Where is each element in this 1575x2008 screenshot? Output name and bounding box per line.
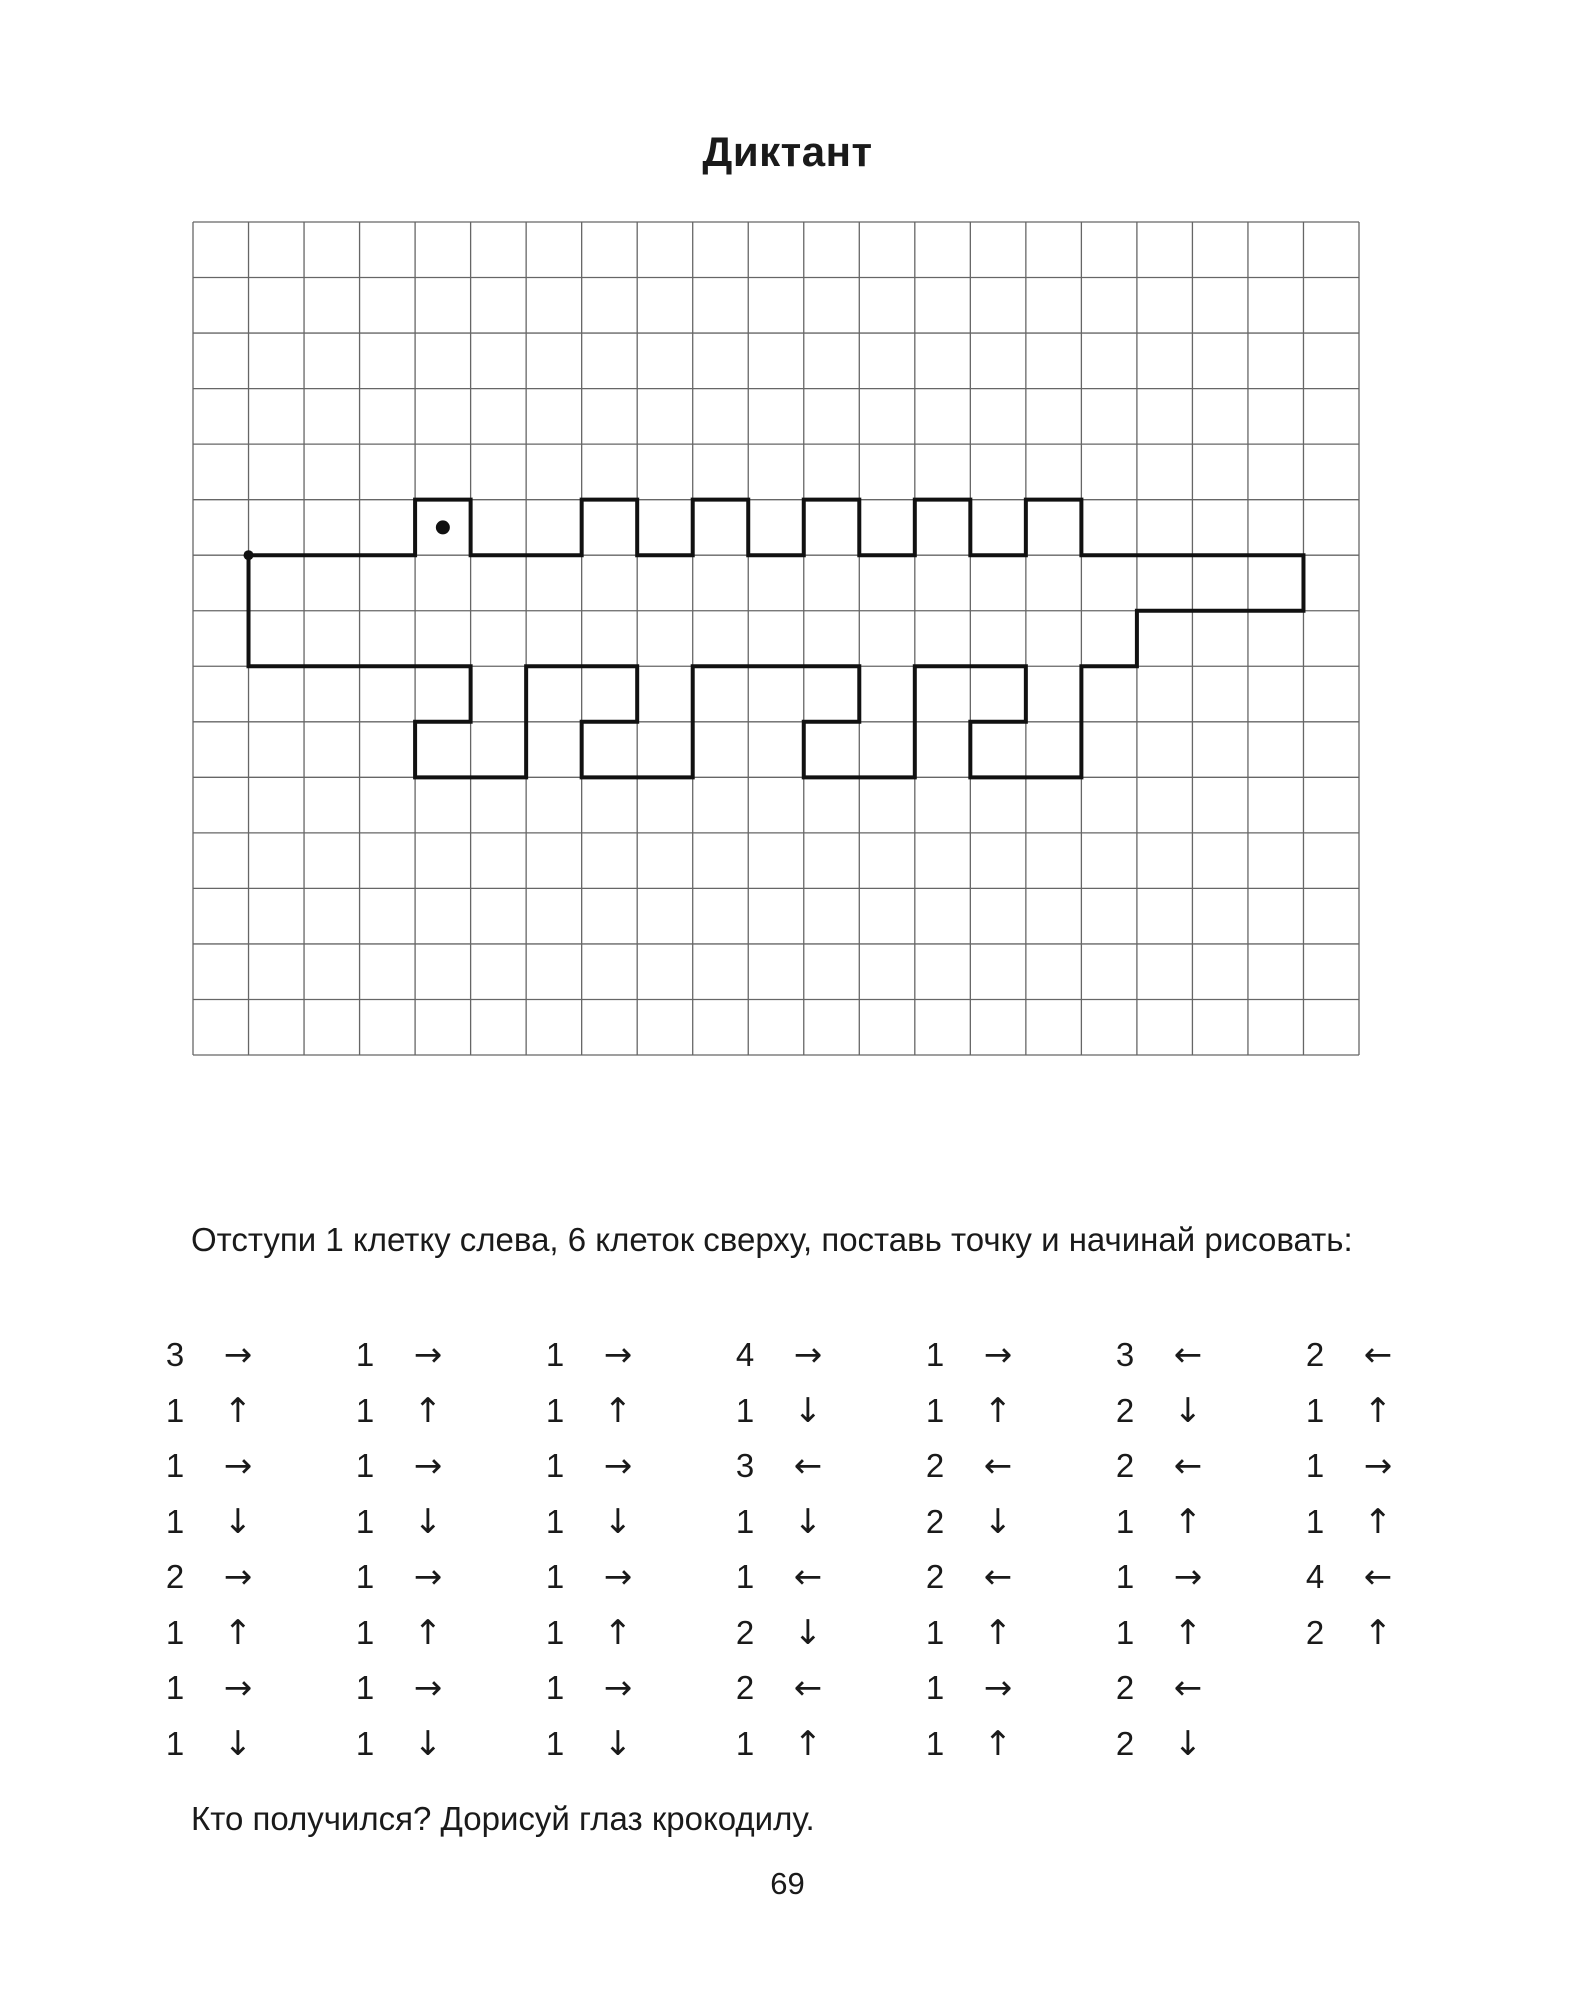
step-count: 1 [545,1724,565,1762]
command-row [728,1497,878,1547]
step-count: 1 [925,1336,945,1373]
command-row [348,1663,498,1713]
direction-arrow-icon: ← [793,1668,823,1708]
step-count: 1 [355,1447,375,1484]
command-row [918,1663,1068,1713]
crocodile-outline [249,500,1304,778]
command-row [348,1719,498,1769]
command-row [918,1497,1068,1547]
command-row [348,1330,498,1380]
step-count: 1 [1305,1391,1325,1429]
step-count: 1 [545,1502,565,1540]
command-row [1108,1441,1258,1491]
direction-arrow-icon: ↑ [1363,1612,1393,1653]
command-row [1108,1608,1258,1658]
step-count: 2 [165,1558,185,1595]
step-count: 2 [1115,1669,1135,1706]
command-row [728,1386,878,1436]
command-row [728,1552,878,1602]
command-row [538,1497,688,1547]
step-count: 4 [1305,1558,1325,1595]
step-count: 2 [735,1669,755,1706]
page-title: Диктант [702,128,873,175]
step-count: 1 [545,1558,565,1595]
direction-arrow-icon: → [983,1668,1013,1708]
direction-arrow-icon: → [223,1668,253,1708]
direction-arrow-icon: → [413,1557,443,1597]
command-row [1108,1497,1258,1547]
direction-arrow-icon: ← [793,1446,823,1486]
command-row [158,1386,308,1436]
command-row [918,1330,1068,1380]
command-row [1298,1608,1448,1658]
step-count: 1 [1115,1613,1135,1651]
step-count: 1 [165,1724,185,1762]
command-row [348,1497,498,1547]
command-row [728,1330,878,1380]
command-row [1298,1552,1448,1602]
direction-arrow-icon: ← [793,1557,823,1597]
direction-arrow-icon: ↓ [603,1501,633,1542]
direction-arrow-icon: ↑ [793,1723,823,1764]
direction-arrow-icon: ↓ [1173,1723,1203,1764]
step-count: 1 [735,1724,755,1762]
command-row [158,1330,308,1380]
direction-arrow-icon: ↑ [603,1390,633,1431]
step-count: 3 [165,1336,185,1373]
step-count: 1 [545,1391,565,1429]
direction-arrow-icon: ↑ [223,1390,253,1431]
question-text: Кто получился? Дорисуй глаз крокодилу. [191,1800,815,1837]
command-row [728,1608,878,1658]
step-count: 1 [165,1502,185,1540]
crocodile-eye-dot [436,520,450,534]
command-row [918,1608,1068,1658]
grid-lines [193,222,1359,1055]
step-count: 2 [925,1502,945,1540]
step-count: 1 [355,1558,375,1595]
command-row [348,1386,498,1436]
command-row [918,1441,1068,1491]
direction-arrow-icon: ↑ [1173,1612,1203,1653]
command-row [918,1552,1068,1602]
step-count: 1 [735,1502,755,1540]
direction-arrow-icon: ↓ [223,1501,253,1542]
step-count: 1 [925,1613,945,1651]
step-count: 3 [1115,1336,1135,1373]
direction-arrow-icon: ↑ [413,1612,443,1653]
direction-arrow-icon: → [603,1446,633,1486]
direction-arrow-icon: ↓ [1173,1390,1203,1431]
instruction-text: Отступи 1 клетку слева, 6 клеток сверху, поставь точку и начинай рисовать: [191,1221,1353,1258]
direction-arrow-icon: → [603,1335,633,1375]
step-count: 1 [355,1613,375,1651]
direction-arrow-icon: → [1173,1557,1203,1597]
command-row [918,1386,1068,1436]
step-count: 1 [165,1391,185,1429]
command-row [158,1441,308,1491]
command-row [158,1552,308,1602]
command-row [728,1441,878,1491]
direction-arrow-icon: → [603,1557,633,1597]
direction-arrow-icon: ← [1363,1557,1393,1597]
direction-arrow-icon: ↓ [413,1723,443,1764]
command-row [728,1719,878,1769]
step-count: 2 [925,1558,945,1595]
direction-arrow-icon: ← [1363,1335,1393,1375]
step-count: 1 [355,1391,375,1429]
drawing-grid[interactable] [193,222,1359,1055]
direction-arrow-icon: ↓ [793,1612,823,1653]
step-count: 1 [165,1613,185,1651]
command-row [538,1663,688,1713]
direction-arrow-icon: ↓ [793,1390,823,1431]
command-row [348,1608,498,1658]
step-count: 1 [355,1724,375,1762]
direction-arrow-icon: ↑ [983,1390,1013,1431]
direction-arrow-icon: → [223,1557,253,1597]
command-row [1108,1330,1258,1380]
direction-arrow-icon: → [223,1446,253,1486]
direction-arrow-icon: ↑ [1363,1390,1393,1431]
direction-arrow-icon: ↑ [983,1723,1013,1764]
command-row [1108,1719,1258,1769]
step-count: 1 [1115,1502,1135,1540]
step-count: 2 [925,1447,945,1484]
step-count: 1 [545,1447,565,1484]
step-count: 1 [165,1447,185,1484]
step-count: 1 [355,1336,375,1373]
direction-arrow-icon: ↑ [223,1612,253,1653]
command-row [538,1330,688,1380]
step-count: 1 [545,1669,565,1706]
step-count: 4 [735,1336,755,1373]
step-count: 2 [1305,1336,1325,1373]
command-row [348,1552,498,1602]
step-count: 2 [1115,1447,1135,1484]
command-row [1298,1441,1448,1491]
step-count: 1 [735,1391,755,1429]
direction-arrow-icon: ↑ [983,1612,1013,1653]
direction-arrow-icon: ← [1173,1335,1203,1375]
step-count: 2 [1115,1724,1135,1762]
step-count: 1 [1305,1502,1325,1540]
step-count: 1 [545,1613,565,1651]
direction-arrow-icon: → [413,1668,443,1708]
direction-arrow-icon: ← [983,1557,1013,1597]
direction-arrow-icon: ↑ [1363,1501,1393,1542]
command-row [538,1386,688,1436]
step-count: 1 [355,1502,375,1540]
step-count: 1 [735,1558,755,1595]
direction-arrow-icon: ← [1173,1668,1203,1708]
command-row [1298,1330,1448,1380]
page-number: 69 [770,1866,805,1901]
direction-arrow-icon: ↑ [1173,1501,1203,1542]
step-count: 1 [925,1669,945,1706]
command-row [1298,1497,1448,1547]
command-row [158,1608,308,1658]
command-row [1108,1663,1258,1713]
command-row [1298,1386,1448,1436]
command-row [158,1663,308,1713]
step-count: 2 [1115,1391,1135,1429]
direction-arrow-icon: → [603,1668,633,1708]
direction-arrow-icon: ↓ [223,1723,253,1764]
step-count: 3 [735,1447,755,1484]
step-count: 1 [1115,1558,1135,1595]
direction-arrow-icon: → [1363,1446,1393,1486]
direction-arrow-icon: ← [1173,1446,1203,1486]
command-row [538,1441,688,1491]
command-row [538,1552,688,1602]
direction-arrow-icon: → [793,1335,823,1375]
direction-arrow-icon: ↓ [413,1501,443,1542]
command-row [538,1608,688,1658]
direction-arrow-icon: → [983,1335,1013,1375]
step-count: 2 [1305,1613,1325,1651]
command-row [728,1663,878,1713]
step-count: 1 [165,1669,185,1706]
direction-arrow-icon: ↑ [413,1390,443,1431]
command-row [1108,1386,1258,1436]
direction-arrow-icon: → [413,1446,443,1486]
command-row [158,1719,308,1769]
step-count: 2 [735,1613,755,1651]
direction-arrow-icon: ← [983,1446,1013,1486]
direction-arrow-icon: → [223,1335,253,1375]
step-count: 1 [1305,1447,1325,1484]
grid-canvas[interactable] [193,222,1359,1055]
step-count: 1 [925,1724,945,1762]
direction-arrow-icon: ↓ [603,1723,633,1764]
start-point-dot [244,550,254,560]
direction-arrow-icon: ↓ [983,1501,1013,1542]
direction-arrow-icon: ↑ [603,1612,633,1653]
step-count: 1 [925,1391,945,1429]
command-row [348,1441,498,1491]
command-row [158,1497,308,1547]
step-count: 1 [355,1669,375,1706]
step-count: 1 [545,1336,565,1373]
direction-arrow-icon: ↓ [793,1501,823,1542]
direction-arrow-icon: → [413,1335,443,1375]
command-row [1108,1552,1258,1602]
command-row [918,1719,1068,1769]
command-row [538,1719,688,1769]
